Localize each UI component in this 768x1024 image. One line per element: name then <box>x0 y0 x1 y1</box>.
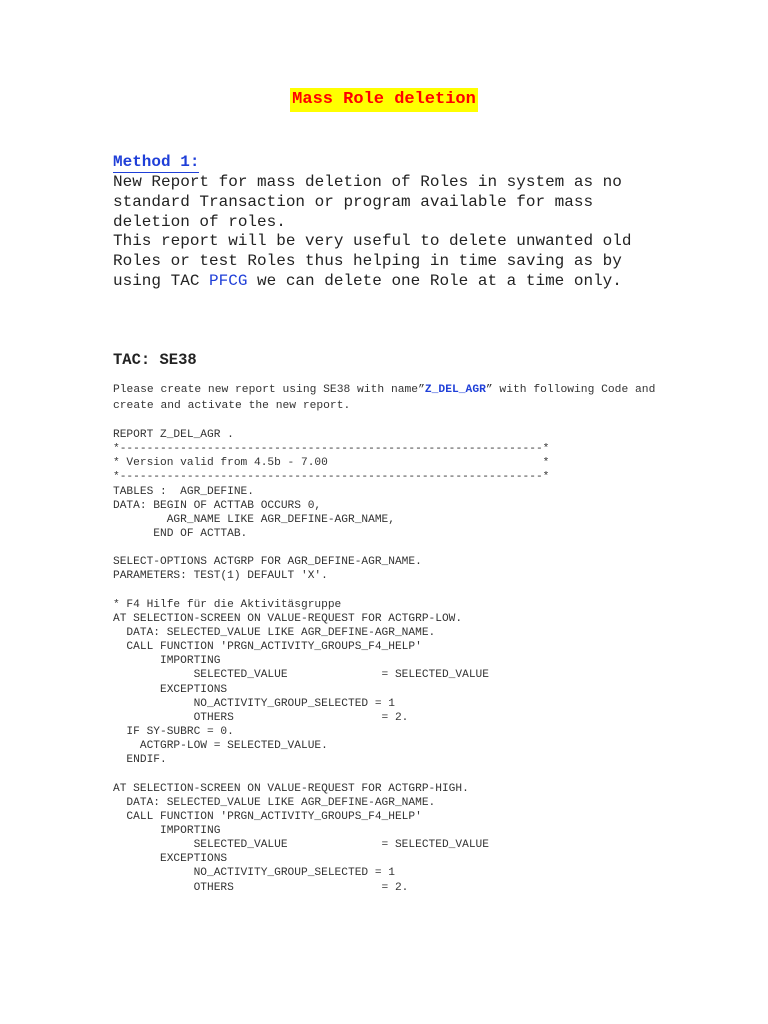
code-line: OTHERS = 2. <box>113 711 409 724</box>
code-line <box>113 584 673 598</box>
tac-heading: TAC: SE38 <box>113 351 197 369</box>
code-line: IMPORTING <box>113 824 221 837</box>
instructions-end: ” with following Code and create and activate the new report. <box>113 384 656 412</box>
code-line: * Version valid from 4.5b - 7.00 * <box>113 457 550 470</box>
code-line: AT SELECTION-SCREEN ON VALUE-REQUEST FOR ACTGRP-LOW. <box>113 612 463 625</box>
code-line: NO_ACTIVITY_GROUP_SELECTED = 1 <box>113 867 395 880</box>
code-line: NO_ACTIVITY_GROUP_SELECTED = 1 <box>113 697 395 710</box>
code-line: *---------------------------------------------------------------* <box>113 443 550 456</box>
code-line: ENDIF. <box>113 754 167 767</box>
code-line: ACTGRP-LOW = SELECTED_VALUE. <box>113 740 328 753</box>
code-line: AT SELECTION-SCREEN ON VALUE-REQUEST FOR ACTGRP-HIGH. <box>113 782 469 795</box>
code-line <box>113 767 673 781</box>
intro-paragraph-2 <box>113 232 673 291</box>
intro-paragraph-2-start: This report will be very useful to delete unwanted old Roles or test Roles thus helping in time saving as by using TAC <box>113 232 632 290</box>
code-line: EXCEPTIONS <box>113 683 228 696</box>
intro-text <box>113 173 673 292</box>
code-line: AGR_NAME LIKE AGR_DEFINE-AGR_NAME, <box>113 513 395 526</box>
code-line <box>113 541 673 555</box>
title-container <box>0 88 768 112</box>
instructions-text <box>113 383 673 414</box>
method-heading: Method 1: <box>113 153 200 171</box>
intro-paragraph-2-end: we can delete one Role at a time only. <box>247 271 622 290</box>
code-line: OTHERS = 2. <box>113 881 409 894</box>
code-line: IMPORTING <box>113 655 221 668</box>
code-line: PARAMETERS: TEST(1) DEFAULT 'X'. <box>113 570 328 583</box>
code-line: EXCEPTIONS <box>113 853 228 866</box>
code-line: SELECTED_VALUE = SELECTED_VALUE <box>113 669 489 682</box>
code-line: CALL FUNCTION 'PRGN_ACTIVITY_GROUPS_F4_HELP' <box>113 810 422 823</box>
code-line: SELECT-OPTIONS ACTGRP FOR AGR_DEFINE-AGR_NAME. <box>113 556 422 569</box>
code-line: * F4 Hilfe für die Aktivitäsgruppe <box>113 598 342 611</box>
code-line: DATA: SELECTED_VALUE LIKE AGR_DEFINE-AGR_NAME. <box>113 796 436 809</box>
code-line: *---------------------------------------------------------------* <box>113 471 550 484</box>
tac-pfcg-link[interactable]: PFCG <box>209 271 248 290</box>
code-line: REPORT Z_DEL_AGR . <box>113 429 234 441</box>
report-name: Z_DEL_AGR <box>424 384 486 396</box>
code-line: TABLES : AGR_DEFINE. <box>113 485 254 498</box>
code-line: DATA: BEGIN OF ACTTAB OCCURS 0, <box>113 499 322 512</box>
code-line: END OF ACTTAB. <box>113 527 248 540</box>
instructions-paragraph <box>113 383 673 414</box>
code-line: IF SY-SUBRC = 0. <box>113 725 234 738</box>
intro-paragraph-1: New Report for mass deletion of Roles in system as no standard Transaction or program available for mass deletion of roles. <box>113 173 622 231</box>
instructions-start: Please create new report using SE38 with name” <box>113 384 425 396</box>
code-line: DATA: SELECTED_VALUE LIKE AGR_DEFINE-AGR_NAME. <box>113 626 436 639</box>
document-title: Mass Role deletion <box>290 88 478 112</box>
code-line: CALL FUNCTION 'PRGN_ACTIVITY_GROUPS_F4_HELP' <box>113 641 422 654</box>
code-line: SELECTED_VALUE = SELECTED_VALUE <box>113 839 489 852</box>
code-block <box>113 428 673 895</box>
